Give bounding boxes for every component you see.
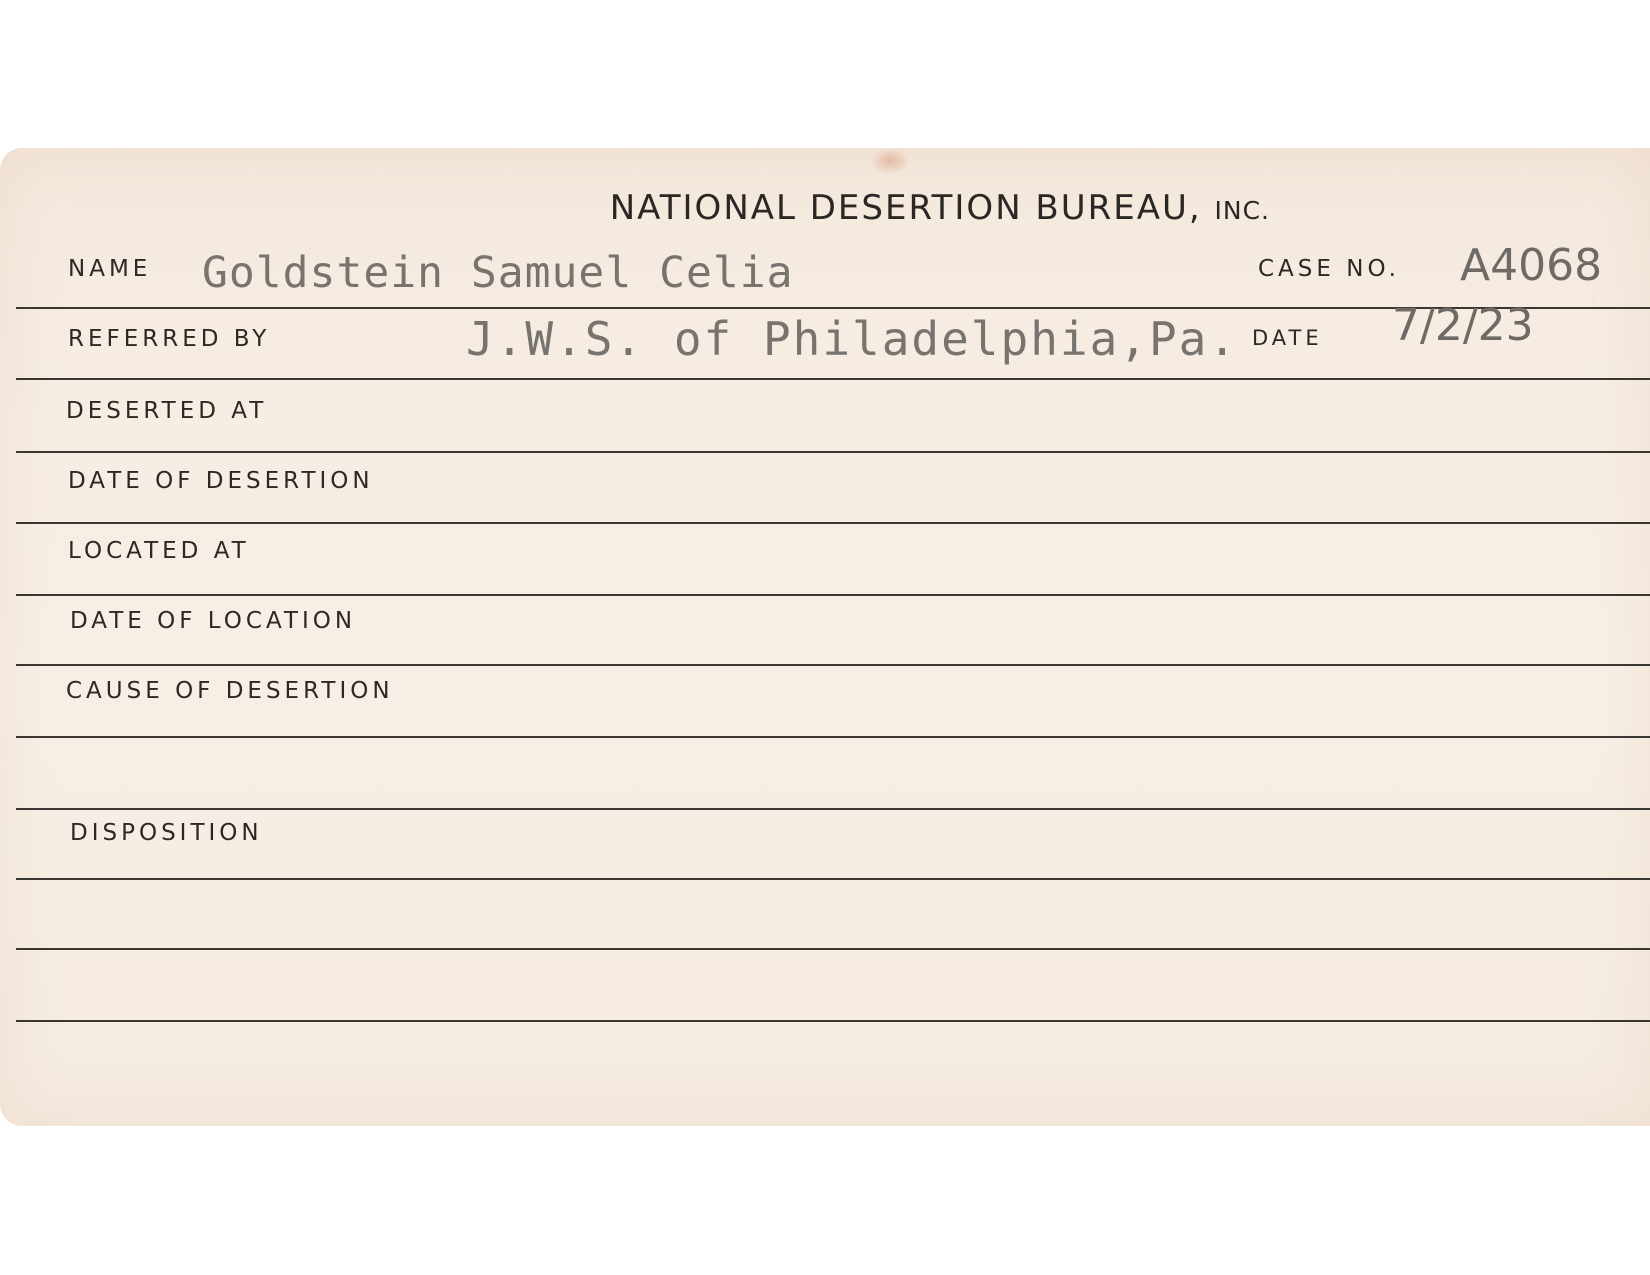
rule-cause-of-desertion	[16, 736, 1650, 738]
date-value: 7/2/23	[1392, 300, 1534, 351]
card-title	[0, 188, 1270, 228]
rule-disposition-extra-1	[16, 948, 1650, 950]
title-suffix: INC.	[1214, 196, 1270, 225]
rule-cause-extra	[16, 808, 1650, 810]
rule-date-of-desertion	[16, 522, 1650, 524]
stain-mark	[870, 148, 910, 174]
title-main: NATIONAL DESERTION BUREAU,	[609, 188, 1202, 228]
index-card	[0, 148, 1650, 1126]
name-value: Goldstein Samuel Celia	[202, 248, 794, 298]
disposition-label: DISPOSITION	[70, 820, 263, 846]
cause-of-desertion-label: CAUSE OF DESERTION	[66, 678, 394, 704]
case-no-label: CASE NO.	[1258, 256, 1400, 282]
referred-by-label: REFERRED BY	[68, 326, 271, 352]
deserted-at-label: DESERTED AT	[66, 398, 268, 424]
rule-disposition	[16, 878, 1650, 880]
case-no-value: A4068	[1460, 240, 1603, 291]
date-of-desertion-label: DATE OF DESERTION	[68, 468, 374, 494]
name-label: NAME	[68, 256, 152, 282]
referred-by-value: J.W.S. of Philadelphia,Pa.	[466, 312, 1239, 366]
date-label: DATE	[1252, 326, 1323, 350]
date-of-location-label: DATE OF LOCATION	[70, 608, 357, 634]
rule-disposition-extra-2	[16, 1020, 1650, 1022]
rule-deserted-at	[16, 451, 1650, 453]
rule-located-at	[16, 594, 1650, 596]
rule-referred	[16, 378, 1650, 380]
located-at-label: LOCATED AT	[68, 538, 250, 564]
rule-date-of-location	[16, 664, 1650, 666]
